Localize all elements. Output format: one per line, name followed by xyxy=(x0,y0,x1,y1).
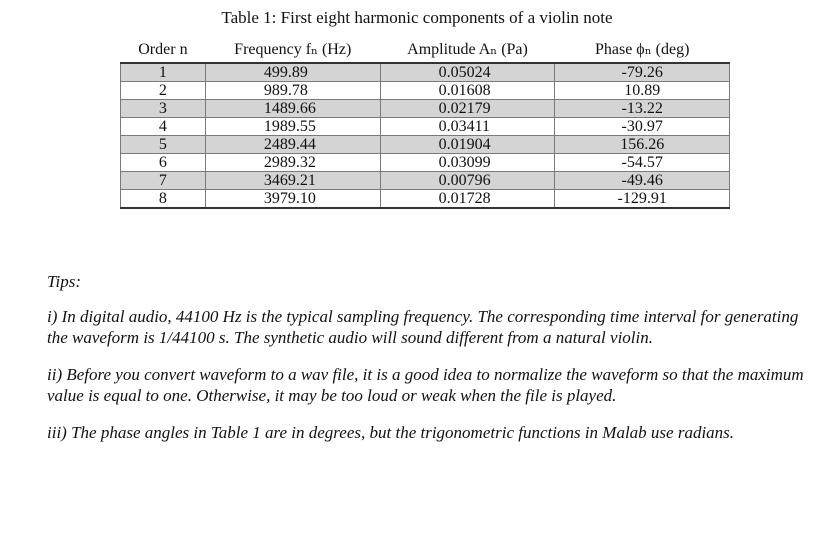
table-header-row xyxy=(121,42,730,63)
cell-frequency: 989.78 xyxy=(205,82,380,100)
table-row xyxy=(121,100,730,118)
cell-frequency: 2489.44 xyxy=(205,136,380,154)
cell-phase: -30.97 xyxy=(555,118,730,136)
harmonics-table-container xyxy=(120,42,730,209)
cell-frequency: 1489.66 xyxy=(205,100,380,118)
cell-frequency: 2989.32 xyxy=(205,154,380,172)
cell-phase: -129.91 xyxy=(555,190,730,209)
table-row xyxy=(121,82,730,100)
cell-frequency: 3979.10 xyxy=(205,190,380,209)
cell-order: 2 xyxy=(121,82,206,100)
table-row xyxy=(121,154,730,172)
cell-order: 5 xyxy=(121,136,206,154)
tip-item-sampling: i) In digital audio, 44100 Hz is the typical sampling frequency. The corresponding time interval for generating the waveform is 1/44100 s. The synthetic audio will sound different from a natural violin. xyxy=(47,307,799,347)
cell-order: 4 xyxy=(121,118,206,136)
tip-item-radians: iii) The phase angles in Table 1 are in degrees, but the trigonometric functions in Malab use radians. xyxy=(47,423,735,442)
cell-amplitude: 0.00796 xyxy=(380,172,555,190)
cell-amplitude: 0.05024 xyxy=(380,63,555,82)
cell-frequency: 1989.55 xyxy=(205,118,380,136)
cell-phase: -79.26 xyxy=(555,63,730,82)
tips-section xyxy=(47,271,817,459)
cell-order: 1 xyxy=(121,63,206,82)
header-phase: Phase ϕₙ (deg) xyxy=(555,42,730,63)
harmonics-table xyxy=(120,42,730,209)
cell-phase: -49.46 xyxy=(555,172,730,190)
header-frequency: Frequency fₙ (Hz) xyxy=(205,42,380,63)
table-row xyxy=(121,63,730,82)
cell-phase: -54.57 xyxy=(555,154,730,172)
cell-amplitude: 0.01904 xyxy=(380,136,555,154)
header-order: Order n xyxy=(121,42,206,63)
cell-amplitude: 0.03099 xyxy=(380,154,555,172)
cell-frequency: 499.89 xyxy=(205,63,380,82)
table-caption: Table 1: First eight harmonic components of a violin note xyxy=(221,8,613,27)
cell-amplitude: 0.01608 xyxy=(380,82,555,100)
cell-order: 7 xyxy=(121,172,206,190)
cell-amplitude: 0.03411 xyxy=(380,118,555,136)
cell-amplitude: 0.02179 xyxy=(380,100,555,118)
cell-phase: 156.26 xyxy=(555,136,730,154)
cell-phase: -13.22 xyxy=(555,100,730,118)
cell-amplitude: 0.01728 xyxy=(380,190,555,209)
table-row xyxy=(121,190,730,209)
table-body xyxy=(121,63,730,208)
tip-item-normalize: ii) Before you convert waveform to a wav file, it is a good idea to normalize the waveform so that the maximum value is equal to one. Otherwise, it may be too loud or weak when the file is played. xyxy=(47,365,804,405)
cell-frequency: 3469.21 xyxy=(205,172,380,190)
header-amplitude: Amplitude Aₙ (Pa) xyxy=(380,42,555,63)
cell-order: 8 xyxy=(121,190,206,209)
cell-order: 3 xyxy=(121,100,206,118)
tips-heading: Tips: xyxy=(47,272,82,291)
table-row xyxy=(121,118,730,136)
cell-phase: 10.89 xyxy=(555,82,730,100)
cell-order: 6 xyxy=(121,154,206,172)
table-row xyxy=(121,172,730,190)
table-row xyxy=(121,136,730,154)
